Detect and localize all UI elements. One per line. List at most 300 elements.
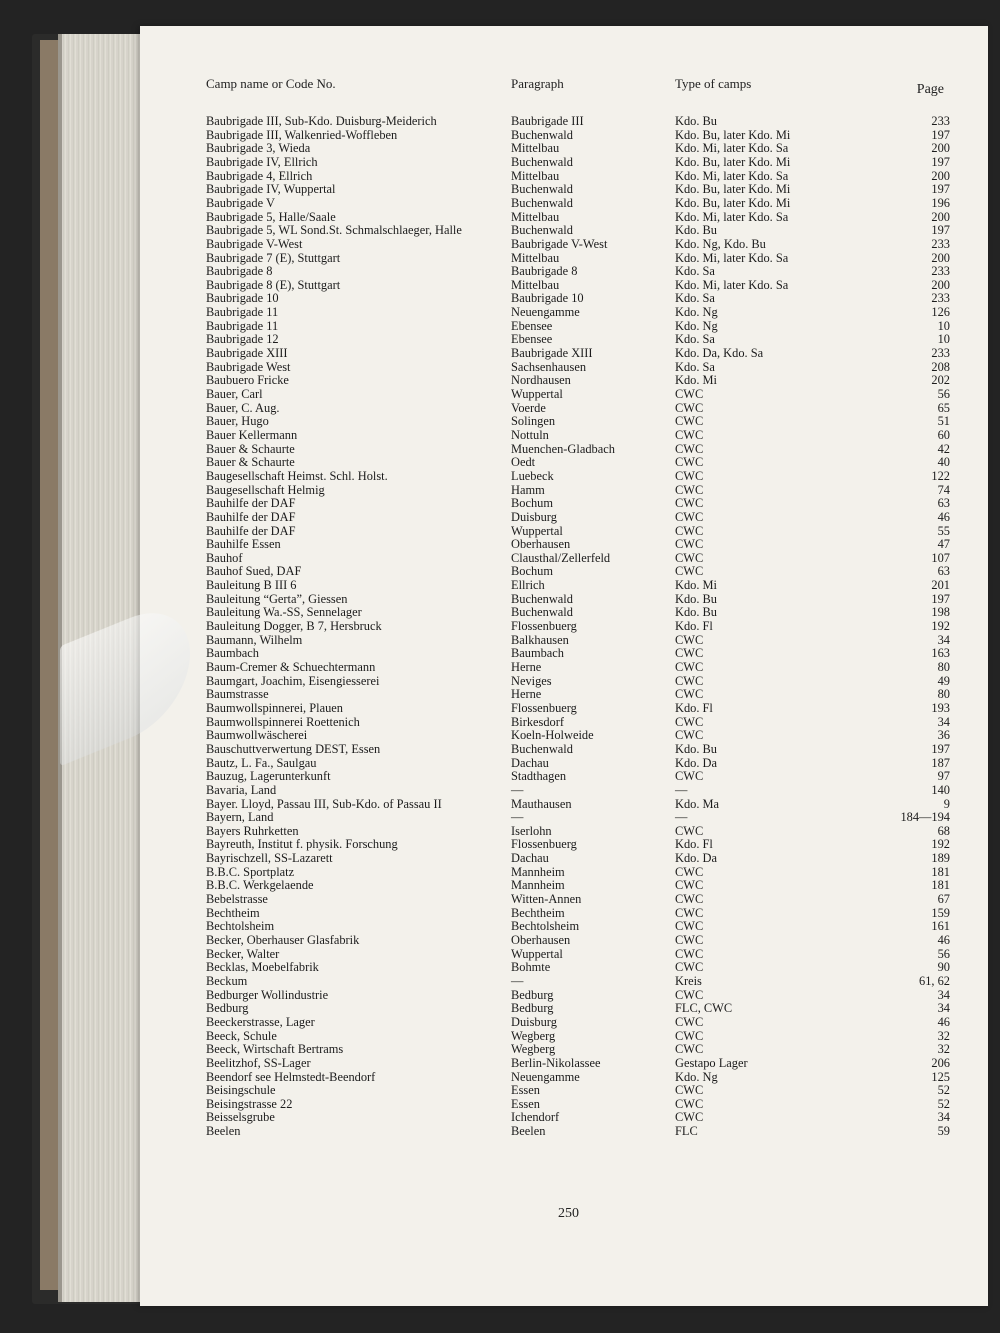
header-page: Page [916,82,944,97]
paragraph-cell: Bechtolsheim [511,919,580,934]
page-cell: 197 [931,154,950,169]
camp-name-cell: Baubrigade IV, Ellrich [206,154,318,169]
paragraph-cell: Baubrigade 8 [511,264,578,279]
camp-name-cell: Bechtheim [206,905,260,920]
table-row [0,373,1000,387]
type-of-camp-cell: Kdo. Sa [675,291,715,306]
paragraph-cell: Neviges [511,673,552,688]
type-of-camp-cell: CWC [675,933,704,947]
page-cell: 200 [931,168,950,183]
page-cell: 233 [931,114,950,128]
page-cell: 34 [937,987,950,1002]
type-of-camp-cell: Kdo. Mi, later Kdo. Sa [675,141,789,156]
type-of-camp-cell: Kdo. Bu, later Kdo. Mi [675,195,791,210]
camp-name-cell: Baumwollwäscherei [206,728,308,743]
camp-name-cell: Beckum [206,973,248,988]
type-of-camp-cell: Kdo. Fl [675,619,713,634]
type-of-camp-cell: Kdo. Mi, later Kdo. Sa [675,277,789,292]
camp-name-cell: Bayreuth, Institut f. physik. Forschung [206,837,398,852]
camp-name-cell: Becker, Oberhauser Glasfabrik [206,933,360,947]
type-of-camp-cell: CWC [675,660,704,674]
camp-name-cell: Bauzug, Lagerunterkunft [206,769,331,784]
camp-name-cell: Baubrigade III, Sub-Kdo. Duisburg-Meiderich [206,114,437,128]
type-of-camp-cell: Kdo. Mi [675,373,717,388]
page-cell: 46 [937,1014,950,1029]
paragraph-cell: Nordhausen [511,373,571,388]
paragraph-cell: Bohmte [511,960,551,975]
type-of-camp-cell: Gestapo Lager [675,1055,748,1070]
camp-name-cell: Bauschuttverwertung DEST, Essen [206,741,381,756]
camp-name-cell: Bauhilfe der DAF [206,496,296,511]
paragraph-cell: Baubrigade V-West [511,236,608,251]
table-row [0,455,1000,469]
table-row [0,196,1000,210]
paragraph-cell: Buchenwald [511,741,573,756]
camp-name-cell: Becker, Walter [206,946,280,961]
camp-name-cell: Beisingschule [206,1083,276,1098]
table-row [0,114,1000,128]
table-row [0,237,1000,251]
page-cell: 201 [931,578,950,593]
camp-name-cell: Bauhof Sued, DAF [206,564,302,579]
type-of-camp-cell: CWC [675,1014,704,1029]
paragraph-cell: Neuengamme [511,1069,580,1084]
camp-name-cell: Baubrigade 4, Ellrich [206,168,313,183]
type-of-camp-cell: CWC [675,455,704,470]
camp-name-cell: Beeck, Wirtschaft Bertrams [206,1042,344,1057]
paragraph-cell: Baubrigade 10 [511,291,584,306]
page-cell: 65 [937,400,950,415]
paragraph-cell: Herne [511,687,542,702]
paragraph-cell: Duisburg [511,509,557,524]
table-row [0,837,1000,851]
table-row [0,524,1000,538]
camp-name-cell: Bauhilfe der DAF [206,509,296,524]
page-cell: 56 [937,387,950,401]
page-cell: 67 [937,892,950,907]
page-cell: 233 [931,346,950,361]
camp-name-cell: Bauer & Schaurte [206,455,295,470]
table-row [0,264,1000,278]
table-row [0,1001,1000,1015]
table-row [0,797,1000,811]
table-row [0,564,1000,578]
page-cell: 52 [937,1096,950,1111]
table-row [0,469,1000,483]
camp-name-cell: Baubrigade V-West [206,236,303,251]
type-of-camp-cell: CWC [675,646,704,661]
type-of-camp-cell: Kdo. Ng, Kdo. Bu [675,236,766,251]
page-cell: 181 [931,864,950,879]
page-cell: 34 [937,1001,950,1016]
camp-name-cell: Bauer, Hugo [206,414,269,429]
camp-name-cell: Baubrigade 10 [206,291,279,306]
type-of-camp-cell: CWC [675,878,704,893]
page-cell: 40 [937,455,950,470]
paragraph-cell: — [511,782,524,797]
page-cell: 46 [937,933,950,947]
table-row [0,128,1000,142]
paragraph-cell: Luebeck [511,468,554,483]
page-cell: 189 [931,851,950,866]
camp-name-cell: Baubrigade 8 (E), Stuttgart [206,277,341,292]
type-of-camp-cell: CWC [675,987,704,1002]
table-row [0,387,1000,401]
camp-name-cell: Baumgart, Joachim, Eisengiesserei [206,673,380,688]
camp-name-cell: Bayrischzell, SS-Lazarett [206,851,333,866]
page-cell: 55 [937,523,950,538]
paragraph-cell: — [511,810,524,825]
camp-name-cell: Beelen [206,1124,241,1139]
table-row [0,537,1000,551]
paragraph-cell: Neuengamme [511,305,580,320]
table-row [0,1029,1000,1043]
type-of-camp-cell: CWC [675,769,704,784]
header-camp-name: Camp name or Code No. [206,76,336,91]
type-of-camp-cell: Kdo. Mi, later Kdo. Sa [675,250,789,265]
paragraph-cell: Wuppertal [511,946,563,961]
page-cell: 49 [937,673,950,688]
page-cell: 200 [931,209,950,224]
type-of-camp-cell: CWC [675,687,704,702]
page-cell: 233 [931,291,950,306]
camp-name-cell: Bayers Ruhrketten [206,823,299,838]
camp-name-cell: Baubrigade 5, Halle/Saale [206,209,336,224]
header-type-of-camps: Type of camps [675,76,752,91]
type-of-camp-cell: CWC [675,673,704,688]
page-cell: 193 [931,700,950,715]
type-of-camp-cell: Kdo. Bu, later Kdo. Mi [675,127,791,142]
type-of-camp-cell: Kdo. Sa [675,359,715,374]
page-cell: 181 [931,878,950,893]
camp-name-cell: Bauhof [206,550,243,565]
type-of-camp-cell: Kreis [675,973,702,988]
table-row [0,728,1000,742]
table-row [0,291,1000,305]
page-cell: 187 [931,755,950,770]
type-of-camp-cell: Kdo. Sa [675,264,715,279]
table-row [0,1124,1000,1138]
camp-name-cell: Baubrigade 12 [206,332,279,347]
table-row [0,742,1000,756]
paragraph-cell: Mittelbau [511,209,560,224]
type-of-camp-cell: CWC [675,728,704,743]
type-of-camp-cell: Kdo. Ng [675,305,718,320]
type-of-camp-cell: Kdo. Bu, later Kdo. Mi [675,154,791,169]
paragraph-cell: Mannheim [511,878,565,893]
type-of-camp-cell: CWC [675,537,704,552]
paragraph-cell: Ichendorf [511,1110,560,1125]
page-cell: 32 [937,1042,950,1057]
type-of-camp-cell: CWC [675,864,704,879]
camp-name-cell: Bedburger Wollindustrie [206,987,329,1002]
table-row [0,1070,1000,1084]
paragraph-cell: Oedt [511,455,536,470]
paragraph-cell: Beelen [511,1124,546,1139]
type-of-camp-cell: Kdo. Bu [675,591,717,606]
page-cell: 46 [937,509,950,524]
paragraph-cell: Buchenwald [511,154,573,169]
page-cell: 61, 62 [919,973,950,988]
camp-name-cell: Bayern, Land [206,810,274,825]
camp-name-cell: Bayer. Lloyd, Passau III, Sub-Kdo. of Passau II [206,796,442,811]
type-of-camp-cell: CWC [675,564,704,579]
page-cell: 161 [931,919,950,934]
paragraph-cell: Oberhausen [511,933,571,947]
table-row [0,305,1000,319]
page-cell: 34 [937,714,950,729]
type-of-camp-cell: CWC [675,523,704,538]
table-row [0,1083,1000,1097]
page-cell: 34 [937,1110,950,1125]
table-row [0,578,1000,592]
paragraph-cell: Nottuln [511,427,549,442]
camp-name-cell: Beeck, Schule [206,1028,277,1043]
paragraph-cell: Buchenwald [511,223,573,238]
page-cell: 196 [931,195,950,210]
page-cell: 208 [931,359,950,374]
paragraph-cell: Buchenwald [511,195,573,210]
page-cell: 197 [931,741,950,756]
page-cell: 200 [931,250,950,265]
paragraph-cell: Wegberg [511,1042,556,1057]
paragraph-cell: Flossenbuerg [511,619,577,634]
page-cell: 74 [937,482,950,497]
page-cell: 197 [931,127,950,142]
camp-name-cell: Beisingstrasse 22 [206,1096,293,1111]
page-cell: 206 [931,1055,950,1070]
table-row [0,169,1000,183]
paragraph-cell: Mannheim [511,864,565,879]
type-of-camp-cell: CWC [675,632,704,647]
page-cell: 42 [937,441,950,456]
paragraph-cell: Essen [511,1083,540,1098]
type-of-camp-cell: CWC [675,496,704,511]
paragraph-cell: Herne [511,660,542,674]
type-of-camp-cell: CWC [675,1110,704,1125]
camp-name-cell: Baubrigade III, Walkenried-Woffleben [206,127,398,142]
camp-name-cell: Baubrigade 5, WL Sond.St. Schmalschlaeger, Halle [206,223,462,238]
page-cell: 197 [931,182,950,197]
paragraph-cell: Voerde [511,400,546,415]
camp-name-cell: B.B.C. Werkgelaende [206,878,314,893]
paragraph-cell: Balkhausen [511,632,569,647]
camp-name-cell: Baum-Cremer & Schuechtermann [206,660,376,674]
page-cell: 197 [931,591,950,606]
table-row [0,810,1000,824]
page-cell: 52 [937,1083,950,1098]
paragraph-cell: — [511,973,524,988]
type-of-camp-cell: Kdo. Ma [675,796,720,811]
paragraph-cell: Bedburg [511,987,554,1002]
page-cell: 197 [931,223,950,238]
camp-name-cell: B.B.C. Sportplatz [206,864,295,879]
paragraph-cell: Buchenwald [511,182,573,197]
camp-name-cell: Bauer & Schaurte [206,441,295,456]
table-row [0,442,1000,456]
paragraph-cell: Bochum [511,564,553,579]
table-row [0,824,1000,838]
type-of-camp-cell: FLC, CWC [675,1001,733,1016]
paragraph-cell: Mittelbau [511,168,560,183]
page-cell: 47 [937,537,950,552]
page-cell: 59 [937,1124,950,1139]
paragraph-cell: Mittelbau [511,277,560,292]
paragraph-cell: Sachsenhausen [511,359,587,374]
type-of-camp-cell: CWC [675,414,704,429]
type-of-camp-cell: CWC [675,387,704,401]
paragraph-cell: Dachau [511,851,549,866]
paragraph-cell: Dachau [511,755,549,770]
type-of-camp-cell: CWC [675,714,704,729]
table-row [0,783,1000,797]
camp-name-cell: Bauleitung “Gerta”, Giessen [206,591,348,606]
camp-name-cell: Bauhilfe Essen [206,537,281,552]
table-row [0,865,1000,879]
page-cell: 36 [937,728,950,743]
type-of-camp-cell: Kdo. Mi [675,578,717,593]
table-row [0,360,1000,374]
paragraph-cell: Muenchen-Gladbach [511,441,615,456]
type-of-camp-cell: CWC [675,1028,704,1043]
type-of-camp-cell: Kdo. Sa [675,332,715,347]
page-cell: 10 [937,318,950,333]
type-of-camp-cell: CWC [675,946,704,961]
page-cell: 63 [937,496,950,511]
type-of-camp-cell: CWC [675,550,704,565]
paragraph-cell: Bedburg [511,1001,554,1016]
camp-name-cell: Bavaria, Land [206,782,277,797]
table-row [0,933,1000,947]
page-cell: 140 [931,782,950,797]
type-of-camp-cell: Kdo. Fl [675,700,713,715]
type-of-camp-cell: Kdo. Bu [675,605,717,620]
paragraph-cell: Wuppertal [511,387,563,401]
table-row [0,1056,1000,1070]
paragraph-cell: Flossenbuerg [511,700,577,715]
table-row [0,1097,1000,1111]
camp-name-cell: Bechtolsheim [206,919,275,934]
camp-name-cell: Baubrigade XIII [206,346,288,361]
table-row [0,919,1000,933]
type-of-camp-cell: CWC [675,482,704,497]
type-of-camp-cell: Kdo. Mi, later Kdo. Sa [675,168,789,183]
table-row [0,332,1000,346]
table-row [0,592,1000,606]
type-of-camp-cell: — [675,810,688,825]
camp-name-cell: Baubrigade IV, Wuppertal [206,182,336,197]
table-row [0,141,1000,155]
page-cell: 159 [931,905,950,920]
table-row [0,769,1000,783]
type-of-camp-cell: CWC [675,509,704,524]
type-of-camp-cell: CWC [675,823,704,838]
paragraph-cell: Duisburg [511,1014,557,1029]
table-row [0,401,1000,415]
table-row [0,878,1000,892]
camp-name-cell: Bautz, L. Fa., Saulgau [206,755,317,770]
page-cell: 233 [931,236,950,251]
camp-name-cell: Bauer Kellermann [206,427,298,442]
paragraph-cell: Hamm [511,482,545,497]
paragraph-cell: Mauthausen [511,796,572,811]
paragraph-cell: Buchenwald [511,127,573,142]
camp-name-cell: Baumann, Wilhelm [206,632,303,647]
page-cell: 80 [937,660,950,674]
camp-name-cell: Baubrigade 11 [206,318,279,333]
table-row [0,182,1000,196]
table-row [0,428,1000,442]
camp-name-cell: Bauleitung B III 6 [206,578,297,593]
paragraph-cell: Buchenwald [511,591,573,606]
page-cell: 200 [931,141,950,156]
table-row [0,346,1000,360]
camp-name-cell: Bebelstrasse [206,892,268,907]
paragraph-cell: Solingen [511,414,556,429]
camp-name-cell: Bauleitung Dogger, B 7, Hersbruck [206,619,382,634]
camp-name-cell: Baugesellschaft Helmig [206,482,325,497]
table-row [0,906,1000,920]
table-row [0,251,1000,265]
camp-name-cell: Baubrigade West [206,359,291,374]
header-paragraph: Paragraph [511,76,564,91]
page-cell: 10 [937,332,950,347]
table-row [0,756,1000,770]
camp-name-cell: Bedburg [206,1001,249,1016]
type-of-camp-cell: Kdo. Da [675,755,717,770]
camp-name-cell: Baumbach [206,646,259,661]
type-of-camp-cell: Kdo. Ng [675,1069,718,1084]
page-cell: 32 [937,1028,950,1043]
page-cell: 90 [937,960,950,975]
page-cell: 80 [937,687,950,702]
page-cell: 233 [931,264,950,279]
paragraph-cell: Stadthagen [511,769,567,784]
paragraph-cell: Ebensee [511,318,553,333]
table-row [0,892,1000,906]
paragraph-cell: Essen [511,1096,540,1111]
type-of-camp-cell: Kdo. Fl [675,837,713,852]
table-row [0,551,1000,565]
camp-name-cell: Beeckerstrasse, Lager [206,1014,315,1029]
page-cell: 126 [931,305,950,320]
camp-name-cell: Baubrigade V [206,195,275,210]
page-cell: 198 [931,605,950,620]
paragraph-cell: Witten-Annen [511,892,582,907]
page-cell: 192 [931,837,950,852]
page-cell: 163 [931,646,950,661]
table-row [0,223,1000,237]
table-row [0,988,1000,1002]
table-row [0,496,1000,510]
page-cell: 9 [943,796,950,811]
table-row [0,1110,1000,1124]
paragraph-cell: Mittelbau [511,141,560,156]
page-cell: 200 [931,277,950,292]
type-of-camp-cell: CWC [675,919,704,934]
type-of-camp-cell: Kdo. Bu, later Kdo. Mi [675,182,791,197]
camp-name-cell: Baubrigade 8 [206,264,273,279]
camp-name-cell: Beisselsgrube [206,1110,275,1125]
paragraph-cell: Mittelbau [511,250,560,265]
type-of-camp-cell: Kdo. Mi, later Kdo. Sa [675,209,789,224]
paragraph-cell: Clausthal/Zellerfeld [511,550,611,565]
paragraph-cell: Baumbach [511,646,564,661]
table-row [0,319,1000,333]
camp-name-cell: Baumstrasse [206,687,269,702]
table-row [0,278,1000,292]
page-cell: 51 [937,414,950,429]
